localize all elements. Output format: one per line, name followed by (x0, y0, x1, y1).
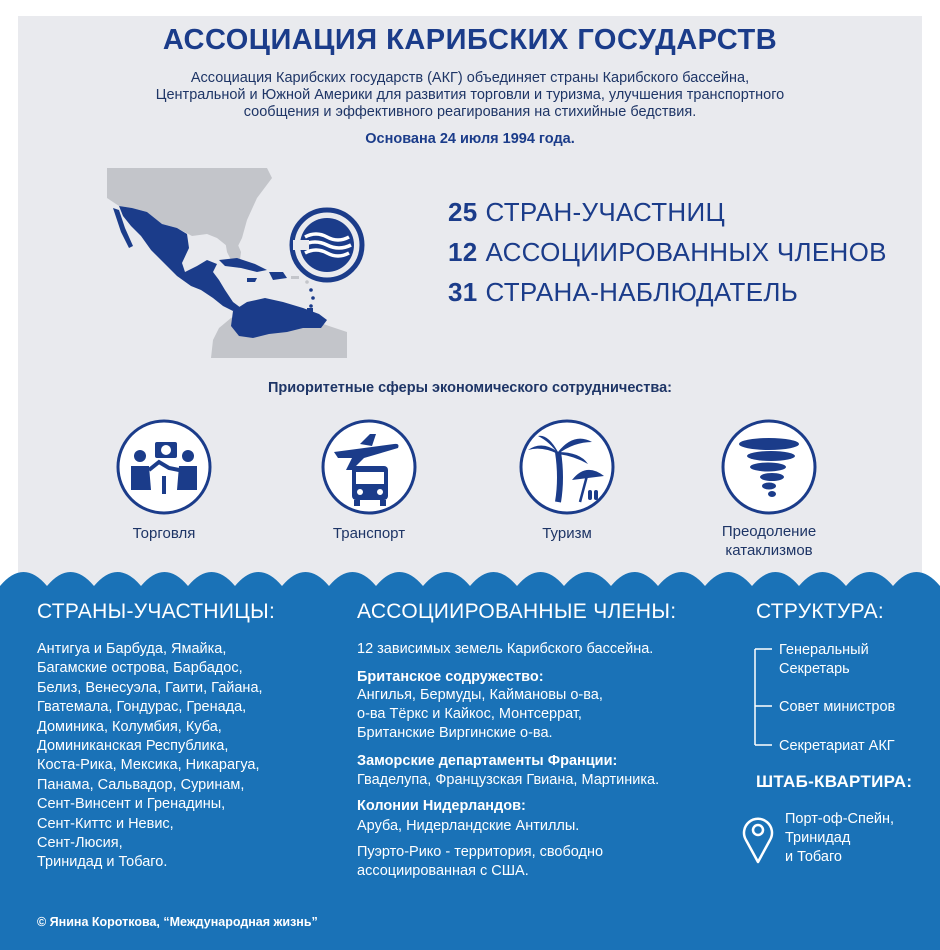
hq-location (785, 810, 894, 867)
members-line: Сент-Люсия, (37, 835, 123, 852)
plane-bus-icon (320, 418, 418, 516)
members-line: Коста-Рика, Мексика, Никарагуа, (37, 757, 260, 774)
stat-number: 12 (448, 237, 478, 267)
hq-heading: ШТАБ-КВАРТИРА: (756, 772, 913, 791)
members-line: Панама, Сальвадор, Суринам, (37, 776, 245, 793)
structure-line: Генеральный (779, 642, 869, 658)
stat-label: СТРАН-УЧАСТНИЦ (485, 197, 726, 227)
group-line: Британские Виргинские о-ва. (357, 725, 553, 741)
hq-line: Порт-оф-Спейн, (785, 811, 895, 827)
puerto-rico-line: Пуэрто-Рико - территория, свободно (357, 844, 604, 860)
structure-item-council: Совет министров (779, 699, 896, 715)
priority-label-disasters (684, 522, 854, 560)
group-line: о-ва Тёркс и Кайкос, Монтсеррат, (357, 706, 582, 722)
members-line: Антигуа и Барбуда, Ямайка, (37, 641, 227, 657)
intro-line: сообщения и эффективного реагирования на стихийные бедствия. (243, 104, 697, 120)
members-heading: СТРАНЫ-УЧАСТНИЦЫ: (37, 600, 276, 623)
group-line: Гваделупа, Французская Гвиана, Мартиника. (357, 772, 660, 788)
members-line: Сент-Киттс и Невис, (37, 815, 174, 832)
trade-handshake-icon (115, 418, 213, 516)
priorities-heading: Приоритетные сферы экономического сотрудничества: (267, 380, 672, 396)
members-list (37, 640, 263, 873)
group-title-france: Заморские департаменты Франции: (357, 753, 618, 769)
stat-label: СТРАНА-НАБЛЮДАТЕЛЬ (485, 277, 799, 307)
stat-number: 25 (448, 197, 478, 227)
priority-label: Транспорт (332, 525, 406, 542)
members-line: Белиз, Венесуэла, Гаити, Гайана, (37, 679, 263, 696)
members-line: Тринидад и Тобаго. (37, 854, 168, 871)
structure-line: Секретарь (779, 661, 850, 677)
acs-logo (289, 207, 365, 283)
founded-date: Основана 24 июля 1994 года. (365, 131, 575, 147)
location-pin-icon (740, 812, 776, 864)
members-line: Багамские острова, Барбадос, (37, 660, 243, 677)
stat-number: 31 (448, 277, 478, 307)
group-title-british: Британское содружество: (357, 669, 544, 685)
page-title: АССОЦИАЦИЯ КАРИБСКИХ ГОСУДАРСТВ (162, 24, 778, 56)
stat-member-countries (448, 197, 725, 228)
puerto-rico-line: ассоциированная с США. (357, 863, 529, 879)
priority-label-line: катаклизмов (725, 542, 813, 559)
group-line: Аруба, Нидерландские Антиллы. (357, 818, 580, 834)
intro-line: Ассоциация Карибских государств (АКГ) объединяет страны Карибского бассейна, (190, 70, 750, 86)
members-line: Гватемала, Гондурас, Гренада, (37, 699, 247, 716)
intro-line: Центральной и Южной Америки для развития торговли и туризма, улучшения транспортного (155, 87, 785, 103)
structure-item-secretary-general (779, 641, 869, 679)
structure-heading: СТРУКТУРА: (756, 600, 885, 623)
members-line: Доминиканская Республика, (37, 738, 229, 755)
associates-intro: 12 зависимых земель Карибского бассейна. (357, 641, 654, 657)
structure-item-secretariat: Секретариат АКГ (779, 738, 895, 754)
members-line: Сент-Винсент и Гренадины, (37, 796, 226, 813)
stat-observers (448, 277, 798, 308)
group-title-netherlands: Колонии Нидерландов: (357, 798, 526, 814)
structure-bracket (752, 645, 782, 751)
intro-text (100, 70, 840, 121)
priority-label: Торговля (132, 525, 196, 542)
credit-line: © Янина Короткова, “Международная жизнь” (37, 915, 318, 929)
stat-label: АССОЦИИРОВАННЫХ ЧЛЕНОВ (485, 237, 887, 267)
priority-label-line: Преодоление (721, 523, 817, 540)
stat-associate-members (448, 237, 887, 268)
members-line: Доминика, Колумбия, Куба, (37, 718, 222, 735)
associates-heading: АССОЦИИРОВАННЫЕ ЧЛЕНЫ: (357, 600, 677, 623)
palm-umbrella-icon (518, 418, 616, 516)
group-line: Ангилья, Бермуды, Каймановы о-ва, (357, 687, 603, 703)
hq-line: Тринидад (785, 830, 851, 846)
hq-line: и Тобаго (785, 849, 842, 865)
tornado-icon (720, 418, 818, 516)
priority-label: Туризм (542, 525, 592, 542)
